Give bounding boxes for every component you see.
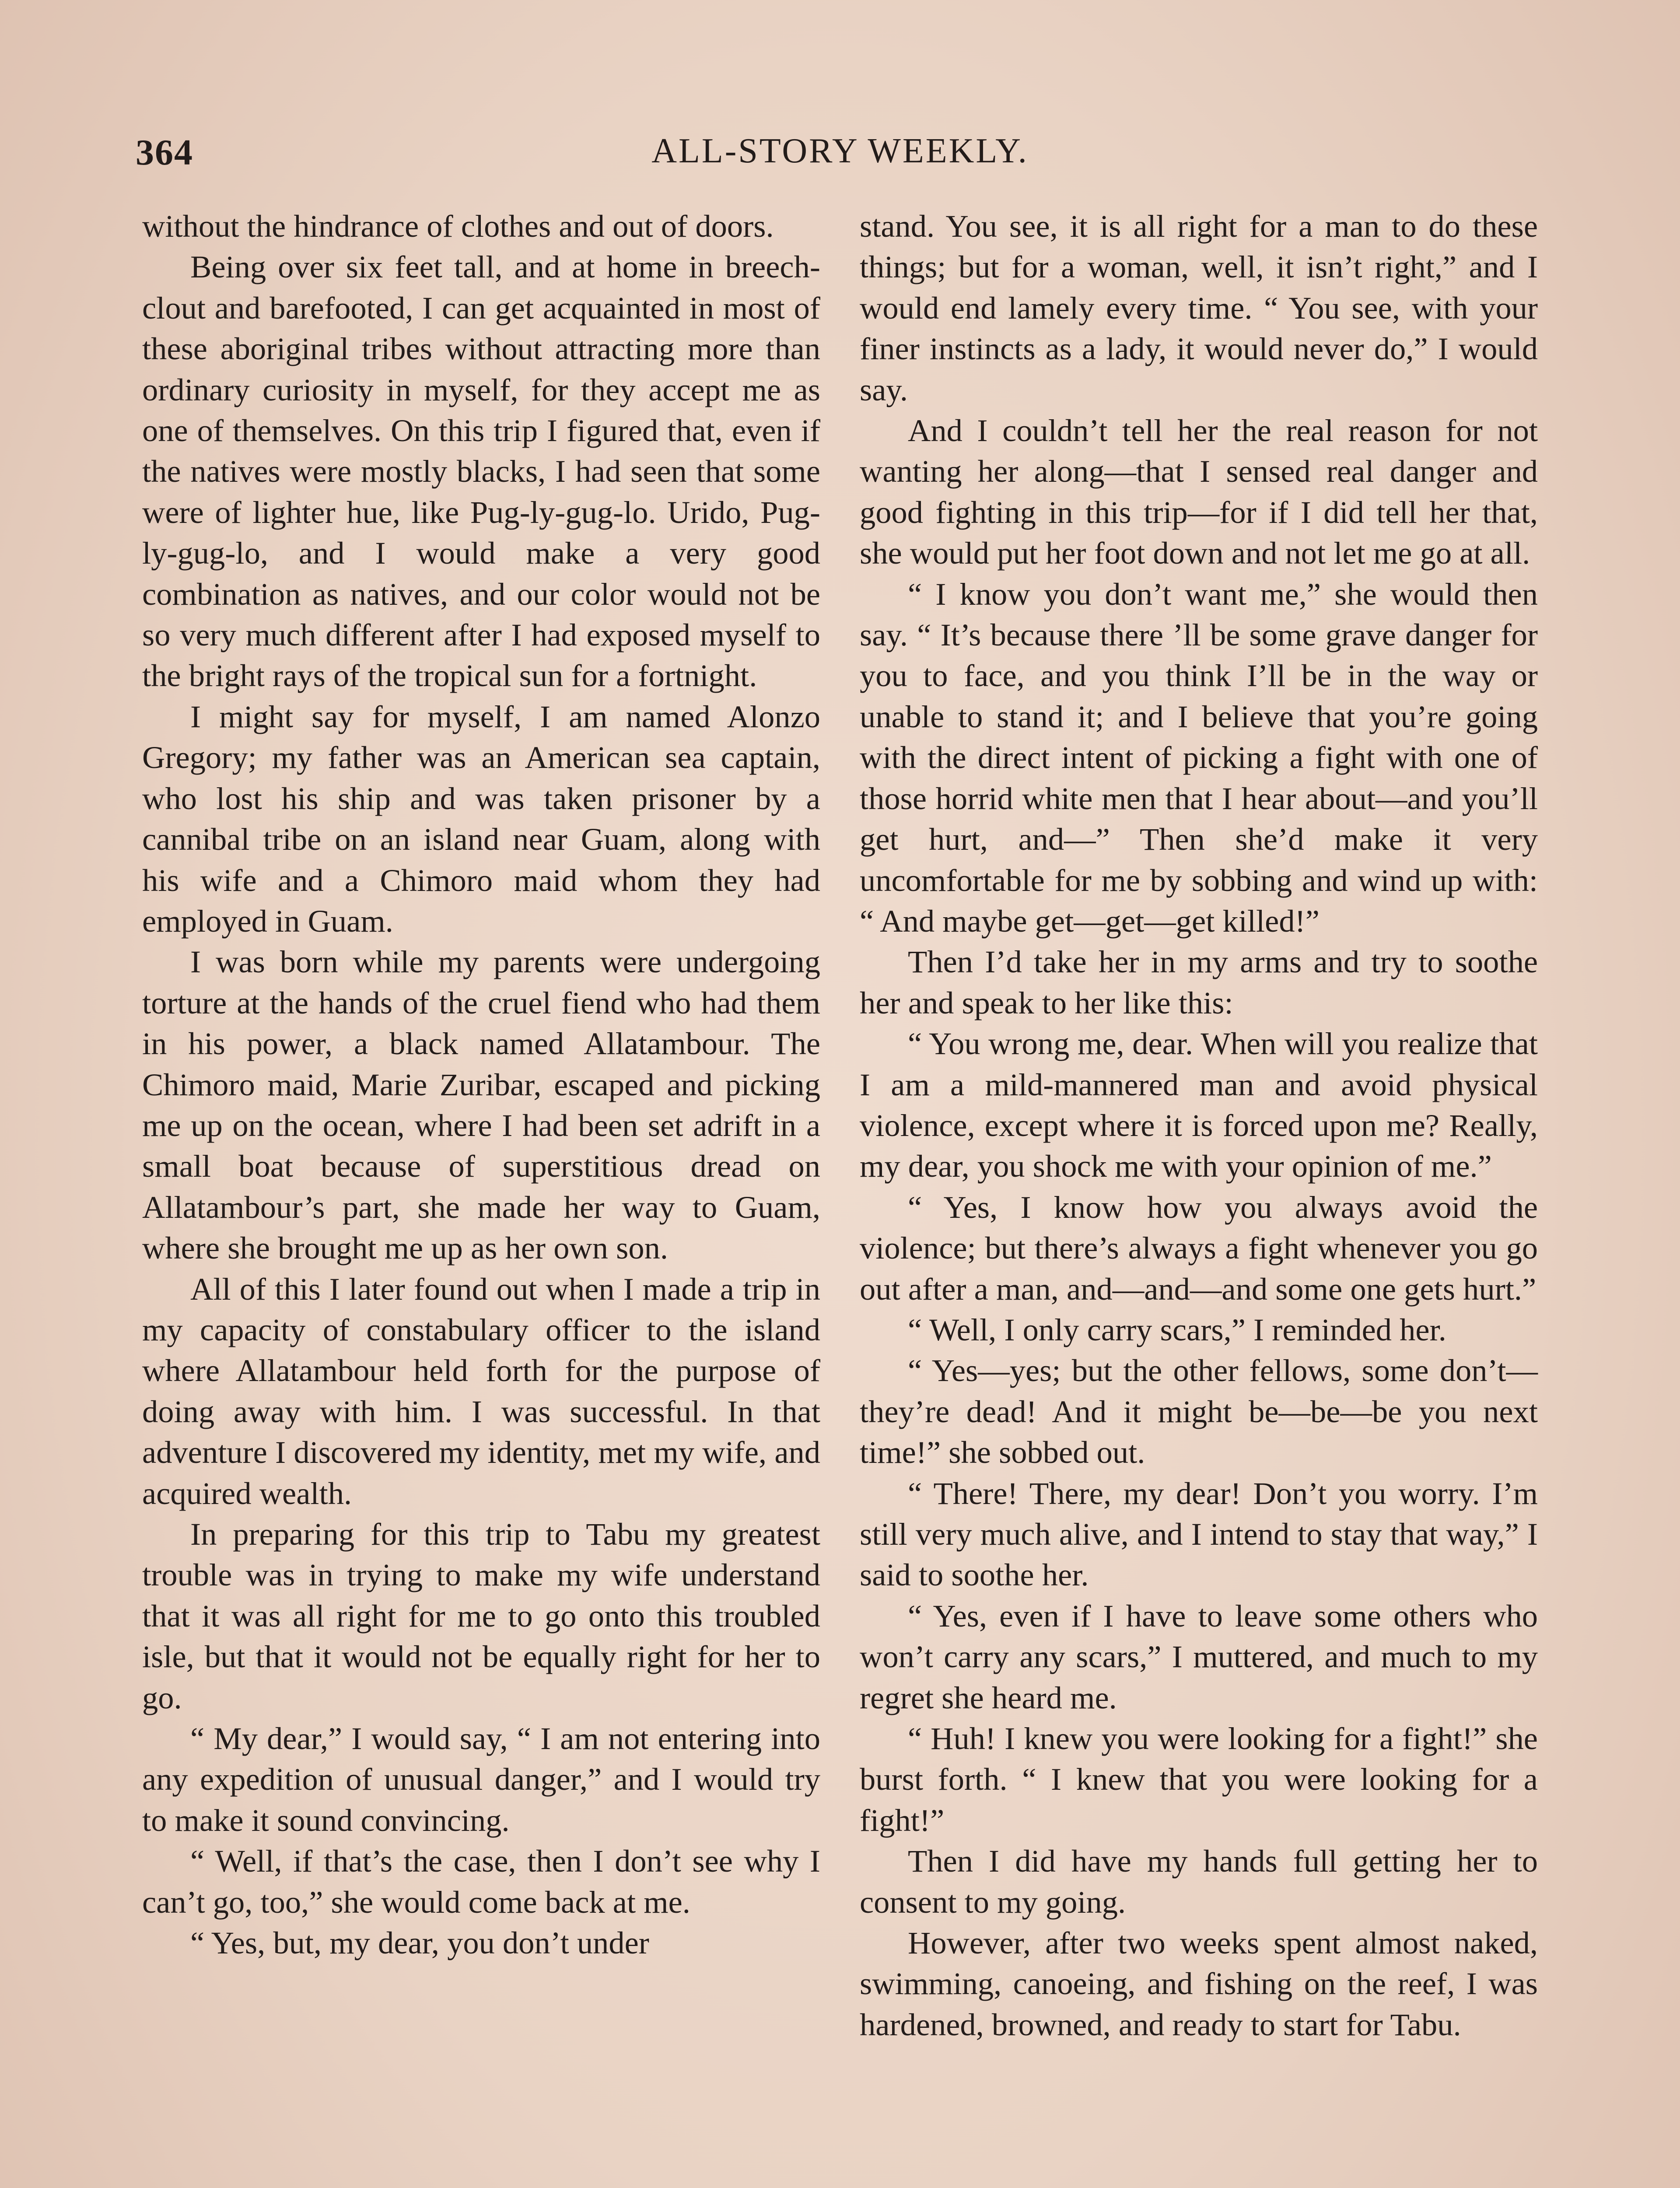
paragraph: “ Well, if that’s the case, then I don’t see why I can’t go, too,” she would come back at me.: [142, 1843, 820, 1920]
paragraph: “ You wrong me, dear. When will you realize that I am a mild-mannered man and avoid physical violence, except where it is forced upon me? Really, my dear, you shock me with your opinion of me.”: [860, 1026, 1538, 1184]
paragraph: “ There! There, my dear! Don’t you worry. I’m still very much alive, and I intend to stay that way,” I said to soothe her.: [860, 1475, 1538, 1593]
paragraph: I might say for myself, I am named Alonzo Gregory; my father was an American sea captain, who lost his ship and was taken prisoner by a cannibal tribe on an island near Guam, along with his wife and a Chimoro maid whom they had employed in Guam.: [142, 698, 820, 939]
paragraph: “ I know you don’t want me,” she would then say. “ It’s because there ’ll be some grave danger for you to face, and you think I’ll be in the way or unable to stand it; and I believe that you’re going with the direct intent of picking a fight with one of those horrid white men that I hear about—and you’ll get hurt, and—” Then she’d make it very uncomfortable for me by sobbing and wind up with: “ And maybe get—get—get killed!”: [860, 576, 1538, 939]
paragraph: “ Huh! I knew you were looking for a fight!” she burst forth. “ I knew that you were looking for a fight!”: [860, 1721, 1538, 1838]
paragraph: Being over six feet tall, and at home in breech-clout and barefooted, I can get acquainted in most of these aboriginal tribes without attracting more than ordinary curiosity in myself, for they accept me as one of themselves. On this trip I figured that, even if the natives were mostly blacks, I had seen that some were of lighter hue, like Pug-ly-gug-lo. Urido, Pug-ly-gug-lo, and I would make a very good combination as natives, and our color would not be so very much different after I had exposed myself to the bright rays of the tropical sun for a fortnight.: [142, 249, 820, 694]
paragraph: I was born while my parents were undergoing torture at the hands of the cruel fiend who had them in his power, a black named Allatambour. The Chimoro maid, Marie Zuribar, escaped and picking me up on the ocean, where I had been set adrift in a small boat because of superstitious dread on Allatambour’s part, she made her way to Guam, where she brought me up as her own son.: [142, 944, 820, 1266]
paragraph: stand. You see, it is all right for a man to do these things; but for a woman, well, it isn’t right,” and I would end lamely every time. “ You see, with your finer instincts as a lady, it would never do,” I would say.: [860, 208, 1538, 407]
paragraph: “ Yes—yes; but the other fellows, some don’t—they’re dead! And it might be—be—be you next time!” she sobbed out.: [860, 1353, 1538, 1470]
running-head: ALL-STORY WEEKLY.: [651, 132, 1029, 170]
paragraph: “ Yes, even if I have to leave some others who won’t carry any scars,” I muttered, and much to my regret she heard me.: [860, 1598, 1538, 1715]
paragraph: “ Yes, I know how you always avoid the violence; but there’s always a fight whenever you go out after a man, and—and—and some one gets hurt.”: [860, 1189, 1538, 1307]
paragraph: However, after two weeks spent almost naked, swimming, canoeing, and fishing on the reef, I was hardened, browned, and ready to start for Tabu.: [860, 1925, 1538, 2042]
page-header: [136, 131, 1544, 188]
paragraph: And I couldn’t tell her the real reason for not wanting her along—that I sensed real danger and good fighting in this trip—for if I did tell her that, she would put her foot down and not let me go at all.: [860, 413, 1538, 571]
paragraph: without the hindrance of clothes and out of doors.: [142, 208, 774, 244]
page-number: 364: [136, 132, 193, 173]
right-column: [860, 206, 1538, 2188]
paragraph: Then I did have my hands full getting her to consent to my going.: [860, 1843, 1538, 1920]
paragraph: All of this I later found out when I made a trip in my capacity of constabulary officer to the island where Allatambour held forth for the purpose of doing away with him. I was successful. In that adventure I discovered my identity, met my wife, and acquired wealth.: [142, 1271, 820, 1511]
left-column: [142, 206, 820, 2188]
paragraph: In preparing for this trip to Tabu my greatest trouble was in trying to make my wife understand that it was all right for me to go onto this troubled isle, but that it would not be equally right for her to go.: [142, 1516, 820, 1715]
paragraph: “ Well, I only carry scars,” I reminded her.: [908, 1311, 1446, 1347]
paragraph: “ My dear,” I would say, “ I am not entering into any expedition of unusual danger,” and I would try to make it sound convincing.: [142, 1721, 820, 1838]
paragraph: “ Yes, but, my dear, you don’t under: [190, 1925, 649, 1961]
paragraph: Then I’d take her in my arms and try to soothe her and speak to her like this:: [860, 944, 1538, 1020]
text-columns: [142, 206, 1538, 2188]
